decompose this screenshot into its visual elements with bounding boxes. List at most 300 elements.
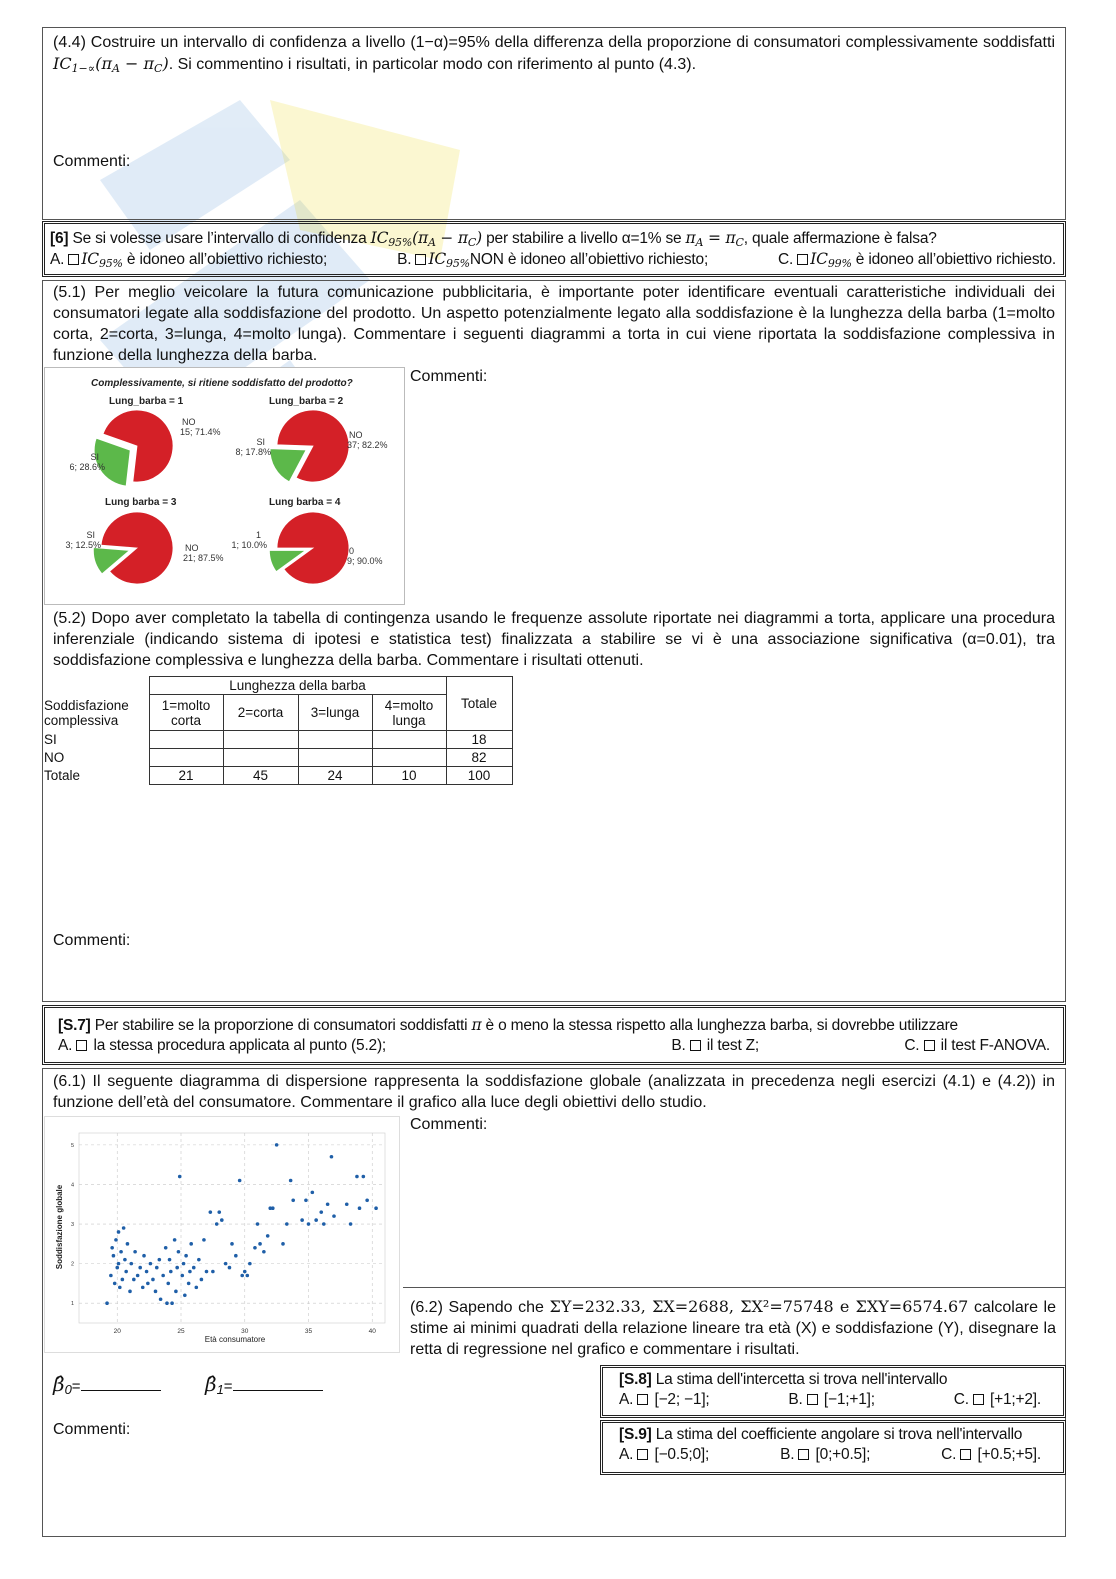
row-label: NO	[44, 750, 65, 765]
row-header-line1: Soddisfazione	[44, 697, 129, 713]
s8-a-label: A.	[619, 1391, 634, 1408]
q6-eq-pi: π	[685, 229, 696, 247]
scatter-point	[118, 1286, 122, 1290]
s7-option-a[interactable]	[58, 1037, 386, 1055]
q6-ic-close: )	[476, 229, 482, 247]
pie-label-si	[65, 530, 101, 550]
scatter-point	[311, 1191, 315, 1195]
scatter-point	[182, 1262, 186, 1266]
q44-ic-close: )	[162, 54, 169, 73]
beta0-answer	[53, 1372, 161, 1397]
scatter-point	[189, 1242, 193, 1246]
x-tick-label: 40	[368, 1328, 376, 1335]
s8-option-b[interactable]	[788, 1391, 874, 1409]
pie-panel-title: Lung barba = 3	[105, 497, 177, 508]
q44-ic-sub: 1−∝	[71, 62, 96, 75]
scatter-point	[326, 1202, 330, 1206]
scatter-point	[184, 1254, 188, 1258]
pie-panel	[65, 497, 223, 584]
pie-label-si-name: SI	[90, 452, 99, 462]
scatter-point	[228, 1266, 232, 1270]
beta1-symbol: β̂	[205, 1372, 217, 1396]
scatter-point	[109, 1274, 113, 1278]
table-corner	[44, 677, 149, 695]
scatter-point	[238, 1179, 242, 1183]
scatter-point	[266, 1234, 270, 1238]
q6-ic-sub: 95%	[388, 236, 413, 249]
scatter-point	[174, 1290, 178, 1294]
s9-question: La stima del coefficiente angolare si trova nell'intervallo	[651, 1426, 1023, 1443]
scatter-point	[159, 1297, 163, 1301]
table-cell[interactable]	[149, 731, 223, 749]
scatter-point	[211, 1270, 215, 1274]
pie-label-no-value: 15; 71.4%	[180, 427, 221, 437]
scatter-point	[173, 1238, 177, 1242]
pie-panel-title: Lung barba = 4	[269, 497, 341, 508]
pie-panel	[69, 396, 220, 486]
checkbox-icon[interactable]	[690, 1040, 701, 1051]
table-col-header-4: 4=molto lunga	[372, 695, 446, 731]
s9-options	[619, 1446, 1041, 1464]
scatter-point	[307, 1222, 311, 1226]
scatter-point	[187, 1282, 191, 1286]
q6-eq-a: A	[695, 236, 704, 249]
pie-main-title: Complessivamente, si ritiene soddisfatto del prodotto?	[91, 378, 353, 389]
scatter-point	[349, 1222, 353, 1226]
q62-sums: ΣY=232.33, ΣX=2688, ΣX²=75748 e ΣXY=6574.67	[549, 1297, 969, 1316]
table-cell[interactable]	[372, 749, 446, 767]
scatter-point	[240, 1274, 244, 1278]
beta1-sub: 1	[216, 1382, 224, 1397]
scatter-point	[129, 1262, 133, 1266]
scatter-point	[175, 1266, 179, 1270]
pie-label-no-name: NO	[182, 417, 196, 427]
q44-ic-arg: (π	[95, 54, 112, 73]
checkbox-icon[interactable]	[924, 1040, 935, 1051]
s8-text	[619, 1369, 947, 1390]
q44-ic-c: C	[154, 62, 163, 75]
s9-number: [S.9]	[619, 1426, 652, 1443]
checkbox-icon[interactable]	[415, 254, 426, 265]
beta0-blank[interactable]	[81, 1377, 161, 1391]
s9-b-label: B.	[780, 1446, 795, 1463]
scatter-point	[146, 1282, 150, 1286]
q6-ic-a: A	[427, 236, 436, 249]
q44-comment-label: Commenti:	[53, 153, 131, 170]
q6-eq	[686, 229, 744, 247]
q6-option-c[interactable]	[778, 250, 1056, 270]
table-cell: 18	[446, 731, 512, 749]
scatter-point	[374, 1206, 378, 1210]
scatter-point	[248, 1262, 252, 1266]
y-tick-label: 4	[70, 1182, 74, 1189]
scatter-point	[253, 1246, 257, 1250]
q6-opt-b-text: NON è idoneo all’obiettivo richiesto;	[469, 251, 709, 268]
s8-c-text: [+1;+2].	[985, 1391, 1041, 1408]
checkbox-icon[interactable]	[807, 1394, 818, 1405]
q6-ic-main: IC	[370, 229, 389, 247]
q6-opt-b-ic: IC	[428, 250, 447, 268]
scatter-point	[304, 1198, 308, 1202]
scatter-point	[183, 1293, 187, 1297]
s9-option-a[interactable]	[619, 1446, 709, 1464]
x-tick-label: 35	[304, 1328, 313, 1335]
q6-opt-a-text: è idoneo all’obiettivo richiesto;	[122, 251, 328, 268]
scatter-point	[300, 1218, 304, 1222]
q6-eq-c: C	[735, 236, 744, 249]
scatter-point	[114, 1238, 118, 1242]
pie-label-no-value: 37; 82.2%	[347, 440, 388, 450]
s8-b-text: [−1;+1];	[819, 1391, 875, 1408]
q44-ic-minus: − π	[119, 54, 155, 73]
checkbox-icon[interactable]	[76, 1040, 87, 1051]
pie-label-no	[347, 546, 383, 566]
s9-a-label: A.	[619, 1446, 634, 1463]
s7-text-a: Per stabilire se la proporzione di consumatori soddisfatti	[90, 1017, 472, 1034]
scatter-point	[192, 1266, 196, 1270]
table-cell: 82	[446, 749, 512, 767]
scatter-point	[117, 1262, 121, 1266]
pie-label-no	[347, 430, 388, 450]
scatter-point	[285, 1222, 289, 1226]
scatter-point	[230, 1242, 234, 1246]
table-col-header-2: 2=corta	[223, 695, 298, 731]
q6-options	[50, 250, 1056, 270]
pie-charts	[45, 368, 404, 604]
beta0-eq: =	[71, 1378, 81, 1395]
q6-text-c: , quale affermazione è falsa?	[743, 230, 937, 247]
scatter-point	[122, 1226, 126, 1230]
scatter-point	[271, 1206, 275, 1210]
q51-text: (5.1) Per meglio veicolare la futura comunicazione pubblicitaria, è importante poter identificare eventuali caratteristiche individuali dei consumatori legate alla soddisfazione del prodotto. Un aspetto potenzialmente legato alla soddisfazione è la lunghezza della barba (1=molto corta, 2=corta, 3=lunga, 4=molto lunga). Commentare i seguenti diagrammi a torta in cui viene riportata la soddisfazione complessiva in funzione della lunghezza della barba.	[53, 284, 1055, 364]
q6-ic-arg: (π	[412, 229, 428, 247]
table-cell[interactable]	[298, 731, 372, 749]
scatter-point	[289, 1179, 293, 1183]
q62-divider	[403, 1287, 1066, 1288]
scatter-point	[158, 1258, 162, 1262]
table-cell[interactable]	[372, 731, 446, 749]
scatter-point	[169, 1270, 173, 1274]
q6-eq-mid: = π	[703, 229, 736, 247]
scatter-point	[365, 1198, 369, 1202]
q44-text-b: . Si commentino i risultati, in particolar modo con riferimento al punto (4.3).	[168, 56, 697, 73]
q62-text-a: (6.2) Sapendo che	[410, 1299, 550, 1316]
q44-ic-a: A	[112, 62, 120, 75]
scatter-point	[168, 1258, 172, 1262]
pie-label-no-value: 9; 90.0%	[347, 556, 383, 566]
table-cell: 21	[149, 767, 223, 785]
checkbox-icon[interactable]	[637, 1449, 648, 1460]
pie-label-no	[180, 417, 221, 437]
s8-question: La stima dell'intercetta si trova nell'intervallo	[651, 1371, 948, 1388]
x-tick-label: 25	[177, 1328, 185, 1335]
s9-c-label: C.	[941, 1446, 957, 1463]
scatter-point	[128, 1290, 132, 1294]
scatter-point	[220, 1218, 224, 1222]
scatter-point	[258, 1242, 262, 1246]
table-col-header-3: 3=lunga	[298, 695, 372, 731]
s7-number: [S.7]	[58, 1017, 91, 1034]
s7-opt-a-text: la stessa procedura applicata al punto (5.2);	[89, 1037, 387, 1054]
s8-option-c[interactable]	[954, 1391, 1041, 1409]
pie-label-no-value: 21; 87.5%	[183, 553, 224, 563]
q61-comment-label: Commenti:	[410, 1116, 488, 1133]
q6-text-a: Se si volesse usare l’intervallo di confidenza	[68, 230, 371, 247]
table-row	[44, 749, 512, 767]
scatter-point	[205, 1270, 209, 1274]
scatter-point	[123, 1258, 127, 1262]
checkbox-icon[interactable]	[973, 1394, 984, 1405]
y-tick-label: 3	[70, 1222, 74, 1229]
scatter-point	[133, 1250, 137, 1254]
scatter-point	[105, 1301, 109, 1305]
row-label: Totale	[44, 768, 81, 783]
table-row	[44, 731, 512, 749]
s7-opt-a-label: A.	[58, 1037, 73, 1054]
pie-label-si-name: SI	[86, 530, 95, 540]
row-label: SI	[44, 732, 57, 747]
beta0-symbol: β̂	[53, 1372, 65, 1396]
scatter-point	[330, 1155, 334, 1159]
scatter-point	[215, 1222, 219, 1226]
scatter-point	[164, 1246, 168, 1250]
scatter-point	[154, 1290, 158, 1294]
scatter-point	[142, 1254, 146, 1258]
scatter-point	[322, 1222, 326, 1226]
table-cell: 24	[298, 767, 372, 785]
scatter-point	[138, 1266, 142, 1270]
scatter-point	[209, 1210, 213, 1214]
q6-opt-c-label: C.	[778, 251, 794, 268]
scatter-point	[165, 1301, 169, 1305]
scatter-xlabel: Età consumatore	[204, 1335, 266, 1344]
s9-c-text: [+0.5;+5].	[973, 1446, 1041, 1463]
pie-panel	[235, 396, 387, 482]
checkbox-icon[interactable]	[637, 1394, 648, 1405]
scatter-point	[117, 1230, 121, 1234]
pie-slice-no	[101, 512, 173, 584]
s8-option-a[interactable]	[619, 1391, 710, 1409]
q6-opt-b-label: B.	[397, 251, 412, 268]
q6-opt-a-sub: 95%	[98, 257, 123, 270]
s7-option-c[interactable]	[904, 1037, 1050, 1055]
scatter-plot-panel	[44, 1116, 400, 1353]
scatter-point	[291, 1198, 295, 1202]
scatter-point	[166, 1282, 170, 1286]
q51-comment-label: Commenti:	[410, 368, 488, 385]
scatter-point	[197, 1258, 201, 1262]
y-tick-label: 1	[70, 1301, 74, 1308]
scatter-point	[224, 1262, 228, 1266]
q6-ic	[371, 229, 482, 247]
scatter-point	[136, 1274, 140, 1278]
s7-option-b[interactable]	[671, 1037, 759, 1055]
scatter-point	[262, 1250, 266, 1254]
y-tick-label: 5	[70, 1142, 74, 1149]
s7-opt-b-text: il test Z;	[702, 1037, 760, 1054]
pie-label-si-name: SI	[256, 437, 265, 447]
q6-opt-c-sub: 99%	[827, 257, 852, 270]
scatter-point	[275, 1143, 279, 1147]
pie-label-si-value: 3; 12.5%	[65, 540, 101, 550]
q6-opt-a-ic: IC	[81, 250, 99, 268]
contingency-table-wrap	[44, 676, 513, 785]
s8-options	[619, 1391, 1041, 1409]
scatter-point	[155, 1266, 159, 1270]
beta-comment-label: Commenti:	[53, 1421, 131, 1438]
scatter-plot	[45, 1117, 399, 1352]
pie-label-si	[235, 437, 271, 457]
q62-text-b: calcolare le stime ai minimi quadrati della relazione lineare tra età (X) e soddisfazione (Y), disegnare la retta di regressione nel grafico e commentare i risultati.	[410, 1299, 1057, 1358]
scatter-point	[113, 1282, 117, 1286]
table-row	[44, 767, 512, 785]
q6-number: [6]	[50, 230, 69, 247]
q6-opt-c-text: è idoneo all’obiettivo richiesto.	[851, 251, 1056, 268]
scatter-point	[161, 1274, 165, 1278]
scatter-point	[243, 1270, 247, 1274]
q44-ic-main: IC	[53, 54, 72, 73]
scatter-point	[358, 1206, 362, 1210]
table-cell[interactable]	[298, 749, 372, 767]
checkbox-icon[interactable]	[798, 1449, 809, 1460]
scatter-point	[151, 1278, 155, 1282]
beta1-answer	[205, 1372, 323, 1397]
table-cell: 45	[223, 767, 298, 785]
beta0-sub: 0	[64, 1382, 72, 1397]
s8-b-label: B.	[788, 1391, 803, 1408]
pie-label-no-name: NO	[185, 543, 199, 553]
scatter-point	[188, 1270, 192, 1274]
table-row-header	[44, 695, 149, 731]
pie-label-no	[183, 543, 224, 563]
y-tick-label: 2	[70, 1261, 74, 1268]
scatter-point	[217, 1210, 221, 1214]
scatter-point	[110, 1246, 114, 1250]
scatter-point	[177, 1250, 181, 1254]
scatter-point	[121, 1278, 125, 1282]
s7-text-b: è o meno la stessa rispetto alla lunghezza barba, si dovrebbe utilizzare	[481, 1017, 958, 1034]
q44-text-a: (4.4) Costruire un intervallo di confidenza a livello (1−α)=95% della differenza della proporzione di consumatori complessivamente soddisfatti	[53, 34, 1055, 51]
scatter-point	[178, 1175, 182, 1179]
s9-a-text: [−0.5;0];	[650, 1446, 710, 1463]
q6-text-b: per stabilire a livello α=1% se	[482, 230, 686, 247]
q62-text	[410, 1296, 1056, 1360]
pie-chart-panel	[44, 367, 405, 605]
scatter-ylabel: Soddisfazione globale	[55, 1184, 64, 1270]
s8-c-label: C.	[953, 1391, 969, 1408]
table-group-header: Lunghezza della barba	[149, 677, 446, 695]
pie-label-si-value: 1; 10.0%	[231, 540, 267, 550]
row-header-line2: complessiva	[44, 712, 119, 728]
pie-panel	[231, 497, 382, 584]
beta1-blank[interactable]	[233, 1377, 323, 1391]
q6-ic-c: C	[467, 236, 477, 249]
s9-b-text: [0;+0.5];	[811, 1446, 871, 1463]
scatter-point	[234, 1254, 238, 1258]
q6-ic-minus: − π	[435, 229, 468, 247]
table-cell: 100	[446, 767, 512, 785]
s7-pi: π	[471, 1016, 482, 1034]
scatter-point	[141, 1286, 145, 1290]
s9-option-b[interactable]	[780, 1446, 870, 1464]
scatter-point	[200, 1278, 204, 1282]
s7-options	[58, 1037, 1050, 1055]
pie-label-no-name: NO	[349, 430, 363, 440]
scatter-point	[145, 1270, 149, 1274]
s8-number: [S.8]	[619, 1371, 652, 1388]
s7-opt-c-text: il test F-ANOVA.	[936, 1037, 1050, 1054]
checkbox-icon[interactable]	[960, 1449, 971, 1460]
s8-a-text: [−2; −1];	[650, 1391, 710, 1408]
scatter-point	[124, 1270, 128, 1274]
q61-text: (6.1) Il seguente diagramma di dispersione rappresenta la soddisfazione globale (analizzata in precedenza negli esercizi (4.1) e (4.2)) in funzione dell’età del consumatore. Commentare il grafico alla luce degli obiettivi dello studio.	[53, 1073, 1055, 1111]
scatter-point	[112, 1254, 116, 1258]
scatter-point	[119, 1250, 123, 1254]
pie-label-si-name: 1	[255, 530, 261, 540]
table-col-header-totale: Totale	[446, 677, 512, 731]
table-cell[interactable]	[223, 731, 298, 749]
s7-opt-b-label: B.	[671, 1037, 686, 1054]
s9-text	[619, 1424, 1022, 1445]
scatter-point	[202, 1238, 206, 1242]
scatter-point	[149, 1262, 153, 1266]
q6-option-a[interactable]	[50, 250, 327, 270]
q6-opt-b-sub: 95%	[446, 257, 470, 270]
pie-label-si-value: 6; 28.6%	[69, 462, 105, 472]
scatter-point	[319, 1210, 323, 1214]
pie-panel-title: Lung_barba = 1	[109, 396, 184, 407]
scatter-point	[126, 1242, 130, 1246]
table-cell: 10	[372, 767, 446, 785]
s7-text	[58, 1015, 958, 1036]
scatter-point	[246, 1274, 250, 1278]
scatter-point	[195, 1286, 199, 1290]
q52-text: (5.2) Dopo aver completato la tabella di contingenza usando le frequenze assolute riportate nei diagrammi a torta, applicare una procedura inferenziale (indicando sistema di ipotesi e statistica test) finalizzata a stabilire se vi è una associazione significativa (α=0.01), tra soddisfazione complessiva e lunghezza della barba. Commentare i risultati ottenuti.	[53, 610, 1055, 669]
s7-opt-c-label: C.	[904, 1037, 920, 1054]
pie-label-si-value: 8; 17.8%	[235, 447, 271, 457]
q6-option-b[interactable]	[397, 250, 708, 270]
x-tick-label: 20	[113, 1328, 121, 1335]
scatter-point	[314, 1218, 318, 1222]
table-cell[interactable]	[223, 749, 298, 767]
pie-slice-no	[277, 512, 349, 584]
q6-opt-c-ic: IC	[810, 250, 828, 268]
pie-panel-title: Lung_barba = 2	[269, 396, 344, 407]
q44-ic	[53, 54, 169, 73]
beta1-eq: =	[223, 1378, 233, 1395]
q6-opt-a-label: A.	[50, 251, 65, 268]
pie-label-si	[231, 530, 267, 550]
checkbox-icon[interactable]	[68, 254, 79, 265]
x-tick-label: 30	[241, 1328, 249, 1335]
scatter-point	[355, 1175, 359, 1179]
scatter-point	[180, 1274, 184, 1278]
scatter-point	[281, 1242, 285, 1246]
checkbox-icon[interactable]	[797, 254, 808, 265]
scatter-point	[256, 1222, 260, 1226]
contingency-table	[44, 676, 513, 785]
q44-text	[53, 32, 1055, 79]
scatter-point	[170, 1301, 174, 1305]
scatter-point	[115, 1266, 119, 1270]
s9-option-c[interactable]	[941, 1446, 1041, 1464]
table-cell[interactable]	[149, 749, 223, 767]
table-col-header-1: 1=molto corta	[149, 695, 223, 731]
pie-label-no-name: 0	[349, 546, 355, 556]
scatter-point	[345, 1202, 349, 1206]
scatter-point	[132, 1278, 136, 1282]
q52-comment-label: Commenti:	[53, 932, 131, 949]
